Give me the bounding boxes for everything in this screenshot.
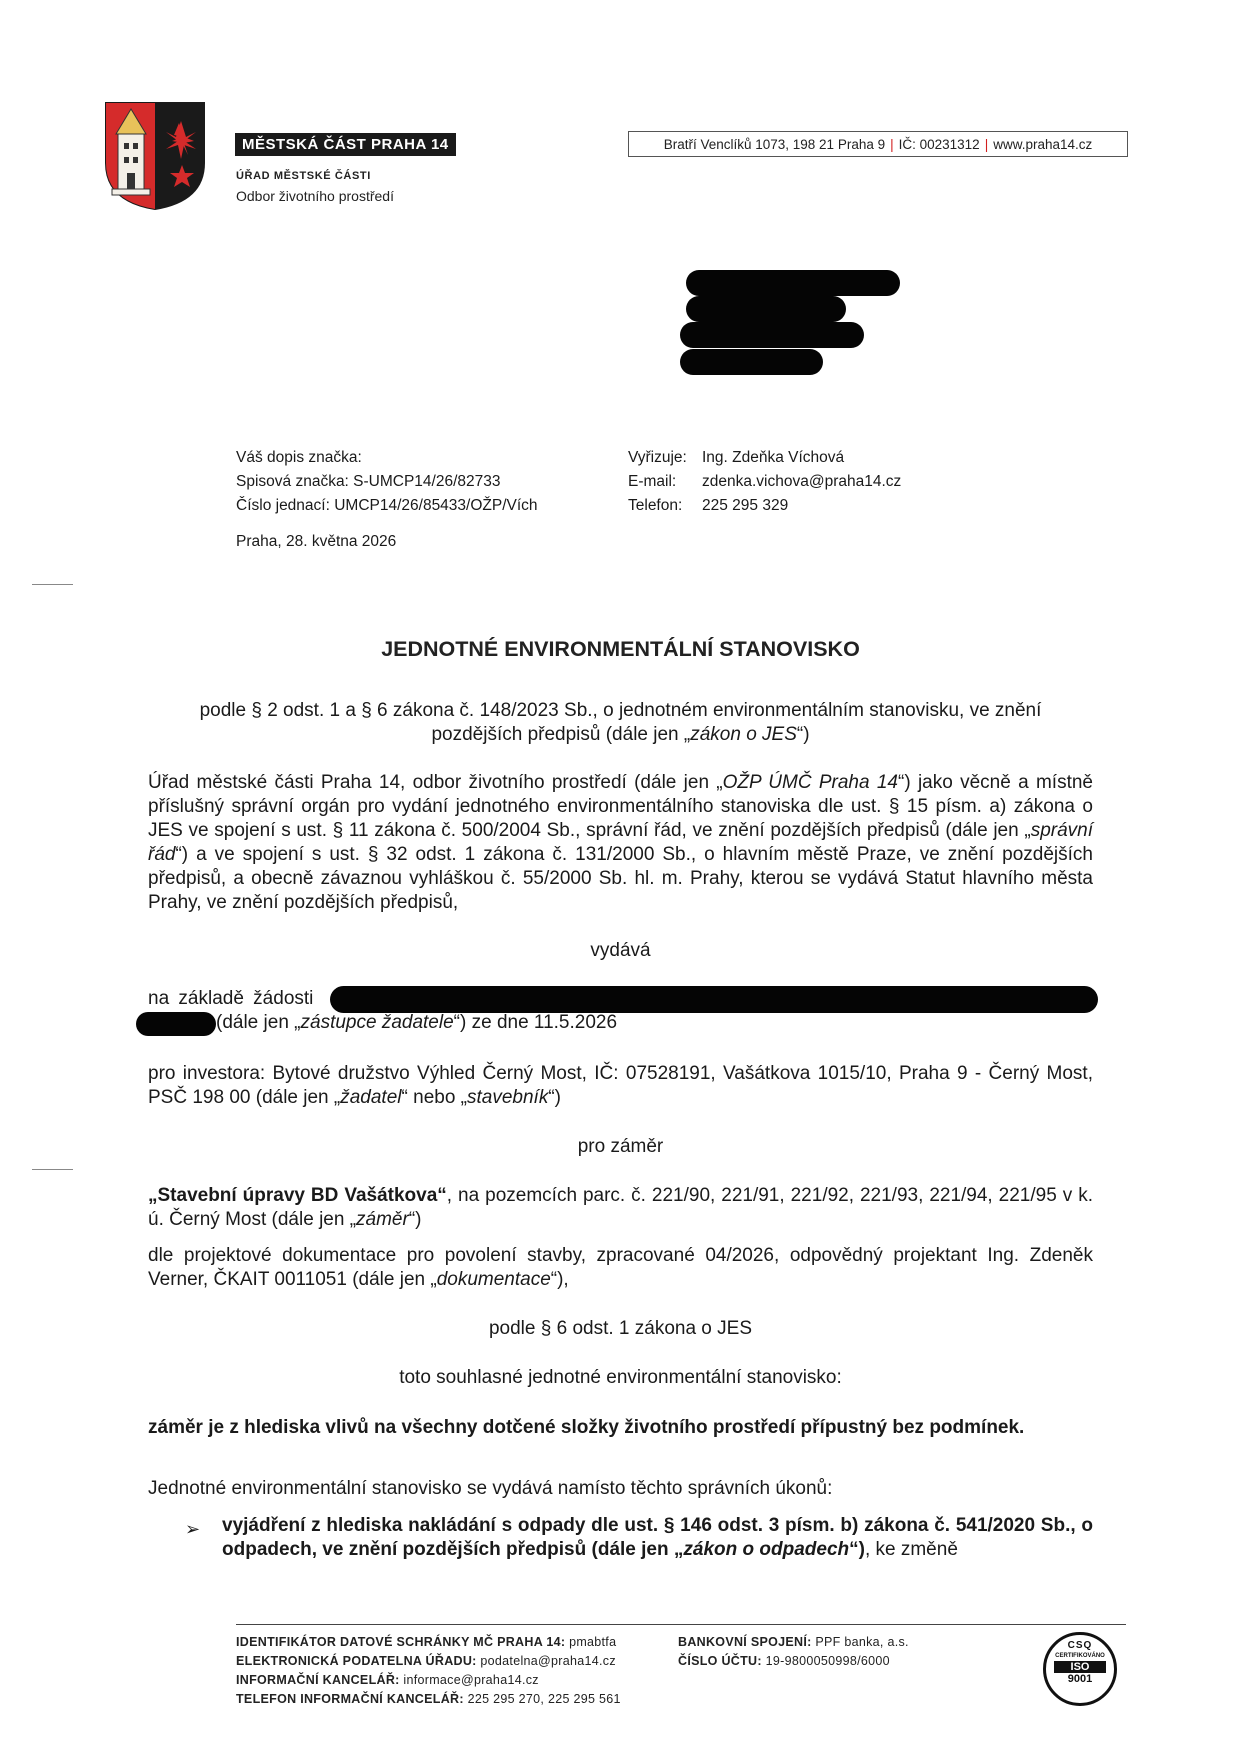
investor-paragraph xyxy=(148,1062,1093,1110)
email-link[interactable]: zdenka.vichova@praha14.cz xyxy=(702,473,902,490)
file-ref: Spisová značka: S-UMCP14/26/82733 xyxy=(236,473,501,490)
text: pro investora: Bytové družstvo Výhled Černý Most, IČ: 07528191, Vašátkova 1015/10, Praha 9 - Černý Most, PSČ 198 00 (dále jen „ xyxy=(148,1063,1093,1108)
e-registry-label: ELEKTRONICKÁ PODATELNA ÚŘADU: xyxy=(236,1654,477,1668)
reference-right-values xyxy=(702,446,901,518)
redacted-recipient-line xyxy=(686,270,900,296)
request-text: na základě žádosti xyxy=(148,988,314,1009)
text: Úřad městské části Praha 14, odbor životního prostředí (dále jen „ xyxy=(148,772,723,793)
bank-label: BANKOVNÍ SPOJENÍ: xyxy=(678,1635,812,1649)
cert-number: 9001 xyxy=(1067,1673,1093,1685)
document-title: JEDNOTNÉ ENVIRONMENTÁLNÍ STANOVISKO xyxy=(381,637,860,661)
issues-heading: vydává xyxy=(590,940,651,961)
text: , na pozemcích parc. č. 221/90, 221/91, 221/92, 221/93, 221/94, 221/95 v k. ú. Černý Most (dále jen „ xyxy=(148,1185,1093,1230)
municipality-name: MĚSTSKÁ ČÁST PRAHA 14 xyxy=(235,133,456,156)
separator: | xyxy=(984,136,989,152)
e-registry-link[interactable]: podatelna@praha14.cz xyxy=(476,1654,616,1668)
separator: | xyxy=(890,136,894,152)
text-em: stavebník xyxy=(467,1087,549,1108)
redacted-requester xyxy=(136,1012,216,1036)
info-phone-value: 225 295 270, 225 295 561 xyxy=(463,1692,621,1706)
text: dle projektové dokumentace pro povolení stavby, zpracované 04/2026, odpovědný projektant Ing. Zdeněk Verner, ČKAIT 0011051 (dále jen „ xyxy=(148,1245,1093,1290)
fold-mark xyxy=(32,1169,73,1170)
footer-right xyxy=(678,1633,909,1671)
text-em: záměr xyxy=(356,1209,409,1230)
coat-of-arms-logo xyxy=(104,101,206,211)
case-number: Číslo jednací: UMCP14/26/85433/OŽP/Vích xyxy=(236,497,538,514)
info-office-label: INFORMAČNÍ KANCELÁŘ: xyxy=(236,1673,400,1687)
account-label: ČÍSLO ÚČTU: xyxy=(678,1654,762,1668)
reference-left xyxy=(236,446,538,518)
phone-label: Telefon: xyxy=(628,497,683,514)
text-em: dokumentace xyxy=(436,1269,551,1290)
verdict: záměr je z hlediska vlivů na všechny dotčené složky životního prostředí přípustný bez podmínek. xyxy=(148,1417,1025,1438)
project-heading: pro záměr xyxy=(577,1136,664,1157)
bullet-arrow-icon: ➢ xyxy=(185,1519,201,1539)
representative-text xyxy=(216,1012,617,1034)
bullet-item xyxy=(222,1514,1093,1562)
text: “ nebo „ xyxy=(401,1087,467,1108)
bank-value: PPF banka, a.s. xyxy=(811,1635,909,1649)
text-bold-em: zákon o odpadech xyxy=(683,1539,850,1560)
website-link[interactable]: www.praha14.cz xyxy=(993,136,1093,152)
footer-left xyxy=(236,1633,621,1709)
handled-by-value: Ing. Zdeňka Víchová xyxy=(702,449,845,466)
text-em: žadatel xyxy=(340,1087,402,1108)
info-phone-label: TELEFON INFORMAČNÍ KANCELÁŘ: xyxy=(236,1692,464,1706)
handled-by-label: Vyřizuje: xyxy=(628,449,687,466)
data-box-value: pmabtfa xyxy=(565,1635,617,1649)
text-em: OŽP ÚMČ Praha 14 xyxy=(722,772,898,793)
text: “) jako věcně a místně příslušný správní orgán pro vydání jednotného environmentálního stanoviska dle ust. § 15 písm. a) zákona o JES ve spojení s ust. § 11 zákona č. 500/2004 Sb., správní řád, ve znění pozdějších předpisů (dále jen „ xyxy=(148,772,1093,841)
footer-divider xyxy=(236,1624,1126,1625)
cert-label: CERTIFIKOVÁNO xyxy=(1055,1653,1105,1659)
info-office-link[interactable]: informace@praha14.cz xyxy=(399,1673,539,1687)
text: “) xyxy=(408,1209,422,1230)
authority-paragraph xyxy=(148,771,1093,915)
redacted-recipient-line xyxy=(686,296,846,322)
text: (dále jen „ xyxy=(216,1012,301,1033)
department-name: Odbor životního prostředí xyxy=(236,188,394,204)
text-bold: vyjádření z hlediska nakládání s odpady dle ust. § 146 odst. 3 písm. b) zákona č. 541/2020 Sb., o odpadech, ve znění pozdějších předpisů (dále jen „ xyxy=(222,1515,1093,1560)
iso-certification-badge xyxy=(1043,1632,1117,1706)
account-value: 19-9800050998/6000 xyxy=(761,1654,890,1668)
ic-number: IČ: 00231312 xyxy=(898,136,980,152)
reference-right-labels xyxy=(628,446,687,518)
project-paragraph xyxy=(148,1184,1093,1232)
text: “) ze dne 11.5.2026 xyxy=(453,1012,618,1033)
address-box xyxy=(628,131,1128,157)
project-name: „Stavební úpravy BD Vašátkova“ xyxy=(148,1185,447,1206)
text: “) a ve spojení s ust. § 32 odst. 1 zákona č. 131/2000 Sb., o hlavním městě Praze, ve znění pozdějších předpisů, a obecně závaznou vyhláškou č. 55/2000 Sb. hl. m. Prahy, kterou se vydává Statut hlavního města Prahy, ve znění pozdějších předpisů, xyxy=(148,844,1093,913)
text: podle § 2 odst. 1 a § 6 zákona č. 148/2023 Sb., o jednotném environmentálním stanovisku, ve znění pozdějších předpisů (dále jen „ xyxy=(199,700,1042,745)
redacted-recipient-line xyxy=(680,322,864,348)
text-bold: “) xyxy=(849,1539,865,1560)
text-em: zákon o JES xyxy=(690,724,797,745)
replaces-intro: Jednotné environmentální stanovisko se vydává namísto těchto správních úkonů: xyxy=(148,1478,833,1499)
fold-mark xyxy=(32,584,73,585)
office-name: ÚŘAD MĚSTSKÉ ČÁSTI xyxy=(236,170,371,182)
text: “) xyxy=(796,724,810,745)
address: Bratří Venclíků 1073, 198 21 Praha 9 xyxy=(663,136,886,152)
statement-intro: toto souhlasné jednotné environmentální stanovisko: xyxy=(399,1367,842,1388)
legal-reference: podle § 6 odst. 1 zákona o JES xyxy=(488,1318,752,1339)
data-box-label: IDENTIFIKÁTOR DATOVÉ SCHRÁNKY MČ PRAHA 14: xyxy=(236,1635,566,1649)
text: , ke změně xyxy=(864,1539,958,1560)
legal-basis xyxy=(152,699,1089,747)
redacted-requester xyxy=(330,986,1098,1013)
text: “), xyxy=(550,1269,569,1290)
place-date: Praha, 28. května 2026 xyxy=(236,533,397,550)
text-em: správní řád xyxy=(148,820,1093,865)
cert-csq: CSQ xyxy=(1067,1640,1093,1651)
email-label: E-mail: xyxy=(628,473,677,490)
cert-iso: ISO xyxy=(1054,1661,1106,1673)
your-letter-ref: Váš dopis značka: xyxy=(236,449,362,466)
documentation-paragraph xyxy=(148,1244,1093,1292)
redacted-recipient-line xyxy=(680,349,823,375)
text: “) xyxy=(548,1087,561,1108)
phone-value: 225 295 329 xyxy=(702,497,789,514)
text-em: zástupce žadatele xyxy=(300,1012,454,1033)
